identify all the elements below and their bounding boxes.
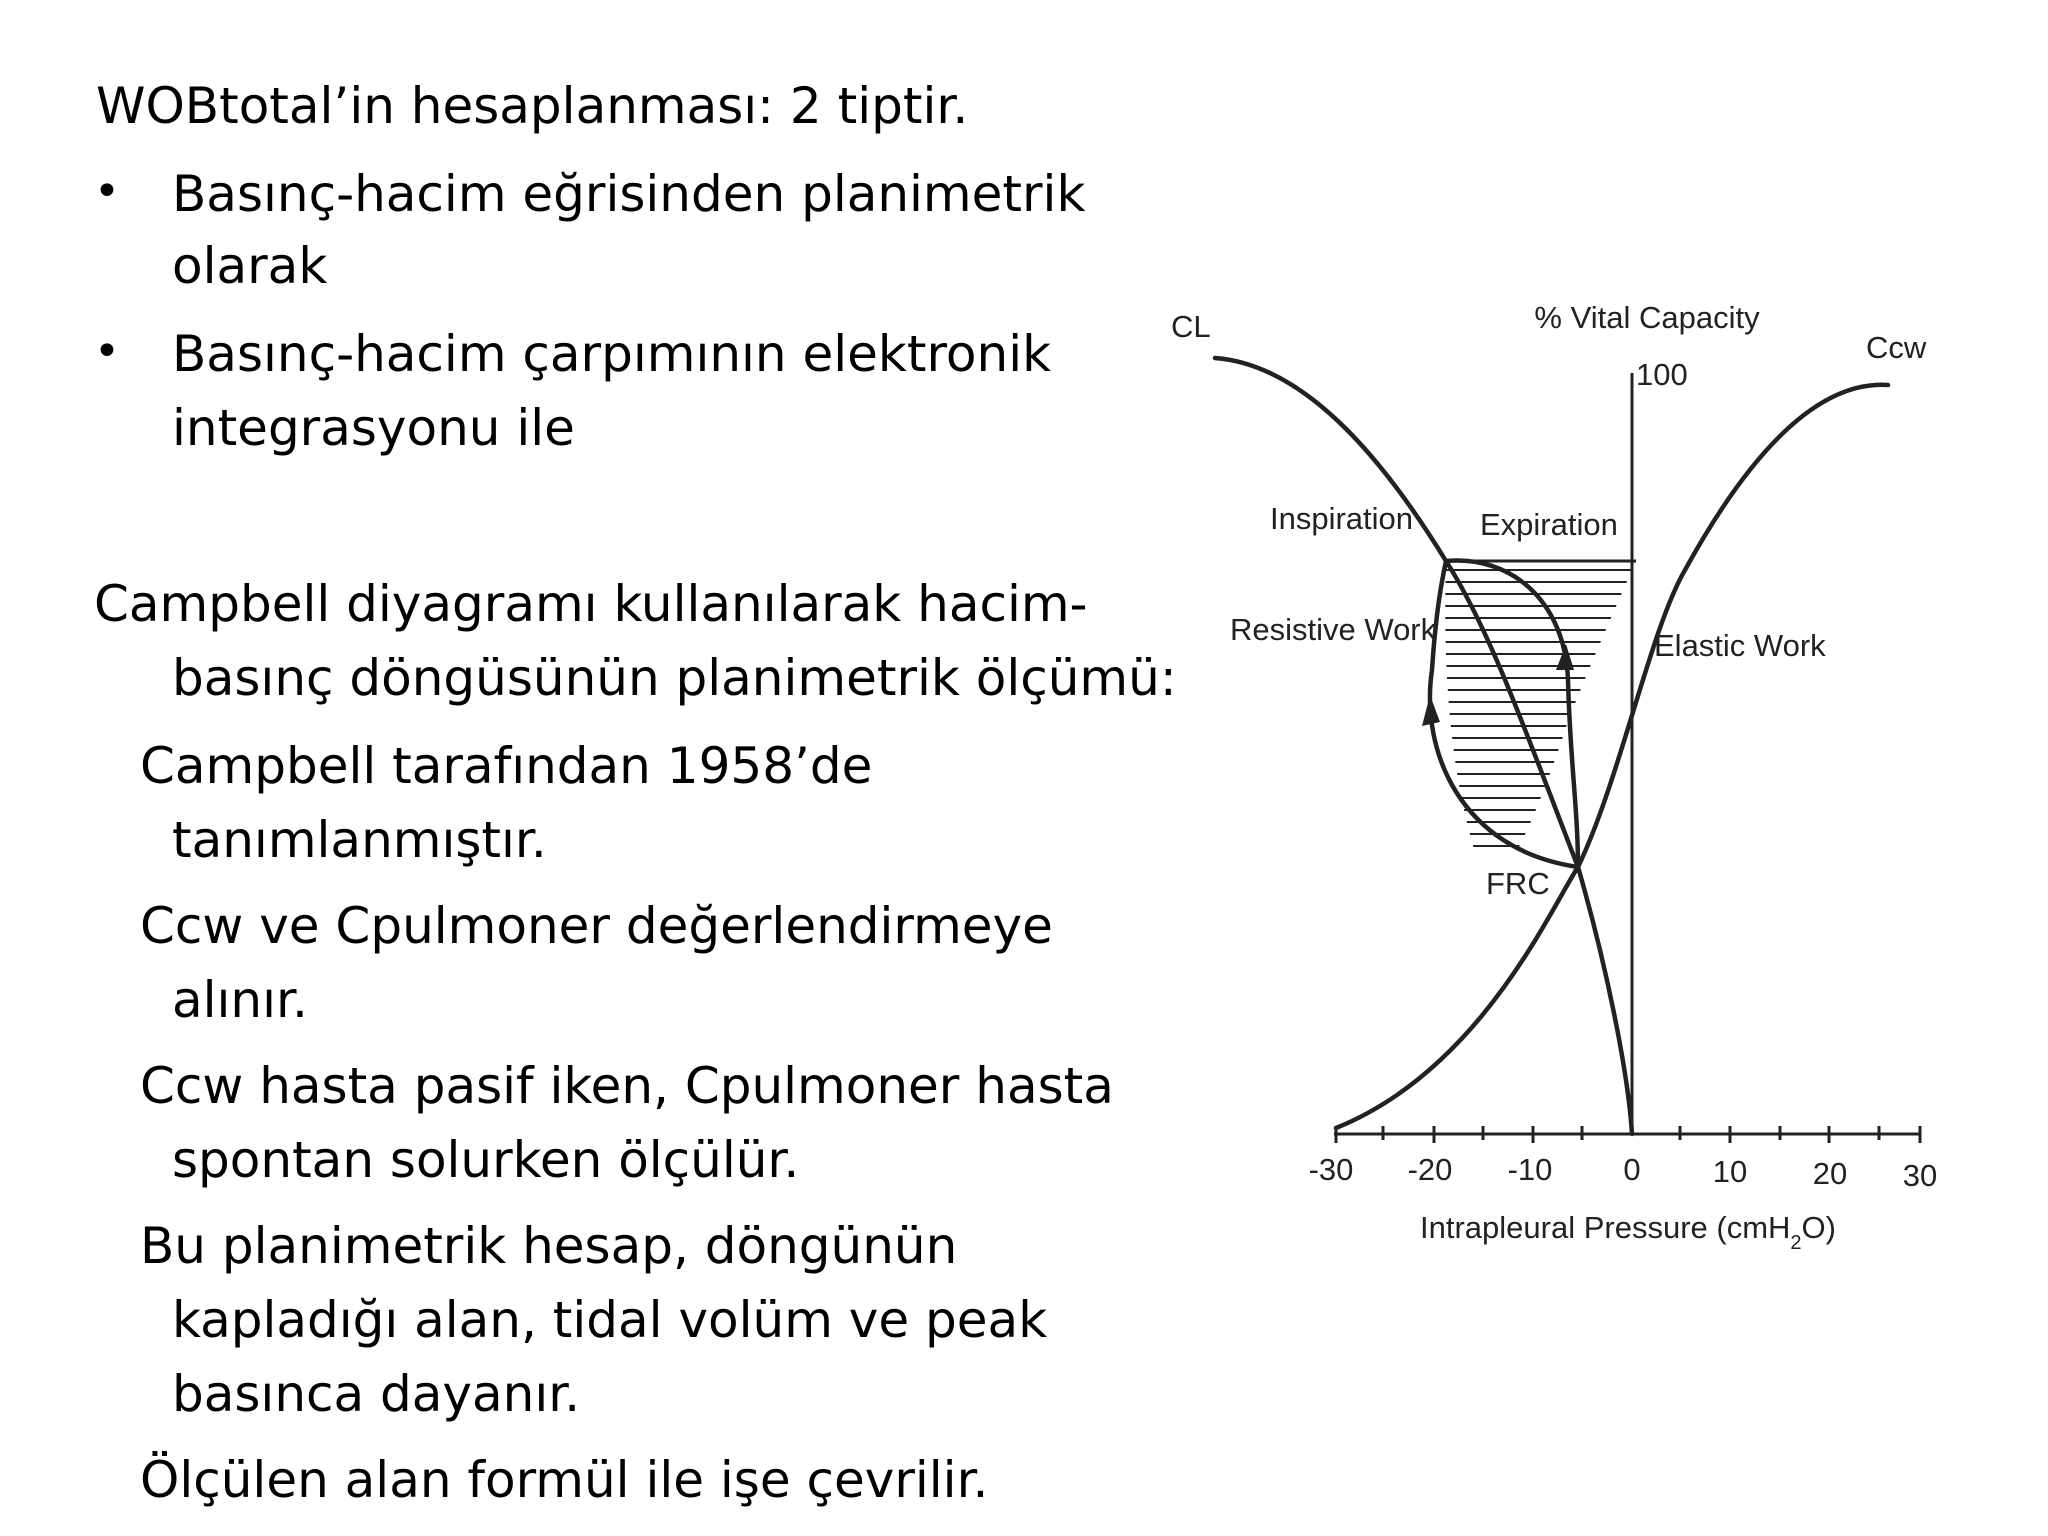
point-4-line-3: basınca dayanır. [172, 1365, 581, 1423]
point-4-line-1: Bu planimetrik hesap, döngünün [140, 1217, 958, 1275]
bullet-dot-1: • [94, 166, 120, 217]
inspiration-label: Inspiration [1270, 501, 1414, 536]
point-2-line-2: alınır. [172, 971, 308, 1029]
bullet-2-line-2: integrasyonu ile [172, 399, 575, 457]
elastic-work-label: Elastic Work [1654, 628, 1826, 663]
point-4-line-2: kapladığı alan, tidal volüm ve peak [172, 1291, 1048, 1349]
frc-label: FRC [1486, 866, 1550, 901]
expiration-arrow-icon [1556, 644, 1574, 670]
point-1-line-1: Campbell tarafından 1958’de [140, 737, 873, 795]
inspiration-arrow-icon [1422, 695, 1440, 726]
bullet-2-line-1: Basınç-hacim çarpımının elektronik [172, 325, 1052, 383]
x-tick-label: 20 [1812, 1156, 1848, 1191]
x-tick-label: -30 [1308, 1152, 1354, 1187]
x-tick-label: 30 [1902, 1158, 1938, 1193]
bullet-1-line-1: Basınç-hacim eğrisinden planimetrik [172, 165, 1086, 223]
campbell-intro-line-1: Campbell diyagramı kullanılarak hacim- [94, 575, 1088, 633]
y-axis-title: % Vital Capacity [1534, 300, 1760, 335]
heading: WOBtotal’in hesaplanması: 2 tiptir. [96, 77, 969, 135]
x-axis-title: Intrapleural Pressure (cmH$_2$O) [1420, 1210, 1836, 1254]
ccw-curve [1336, 385, 1888, 1128]
point-3-line-2: spontan solurken ölçülür. [172, 1131, 800, 1189]
point-2-line-1: Ccw ve Cpulmoner değerlendirmeye [140, 897, 1053, 955]
bullet-dot-2: • [94, 326, 120, 377]
x-tick-label: -20 [1407, 1152, 1453, 1187]
campbell-diagram [1150, 270, 1970, 1270]
resistive-work-label: Resistive Work [1230, 612, 1437, 647]
x-tick-label: 10 [1712, 1154, 1748, 1189]
ccw-label: Ccw [1866, 330, 1927, 365]
expiration-label: Expiration [1480, 507, 1618, 542]
x-tick-label: -10 [1507, 1152, 1553, 1187]
x-tick-label: 0 [1623, 1152, 1641, 1187]
campbell-intro-line-2: basınç döngüsünün planimetrik ölçümü: [172, 649, 1177, 707]
y-top-label: 100 [1636, 357, 1688, 392]
cl-label: CL [1171, 309, 1211, 344]
point-5-line-1: Ölçülen alan formül ile işe çevrilir. [140, 1451, 989, 1509]
bullet-1-line-2: olarak [172, 237, 328, 295]
point-1-line-2: tanımlanmıştır. [172, 811, 547, 869]
point-3-line-1: Ccw hasta pasif iken, Cpulmoner hasta [140, 1057, 1114, 1115]
